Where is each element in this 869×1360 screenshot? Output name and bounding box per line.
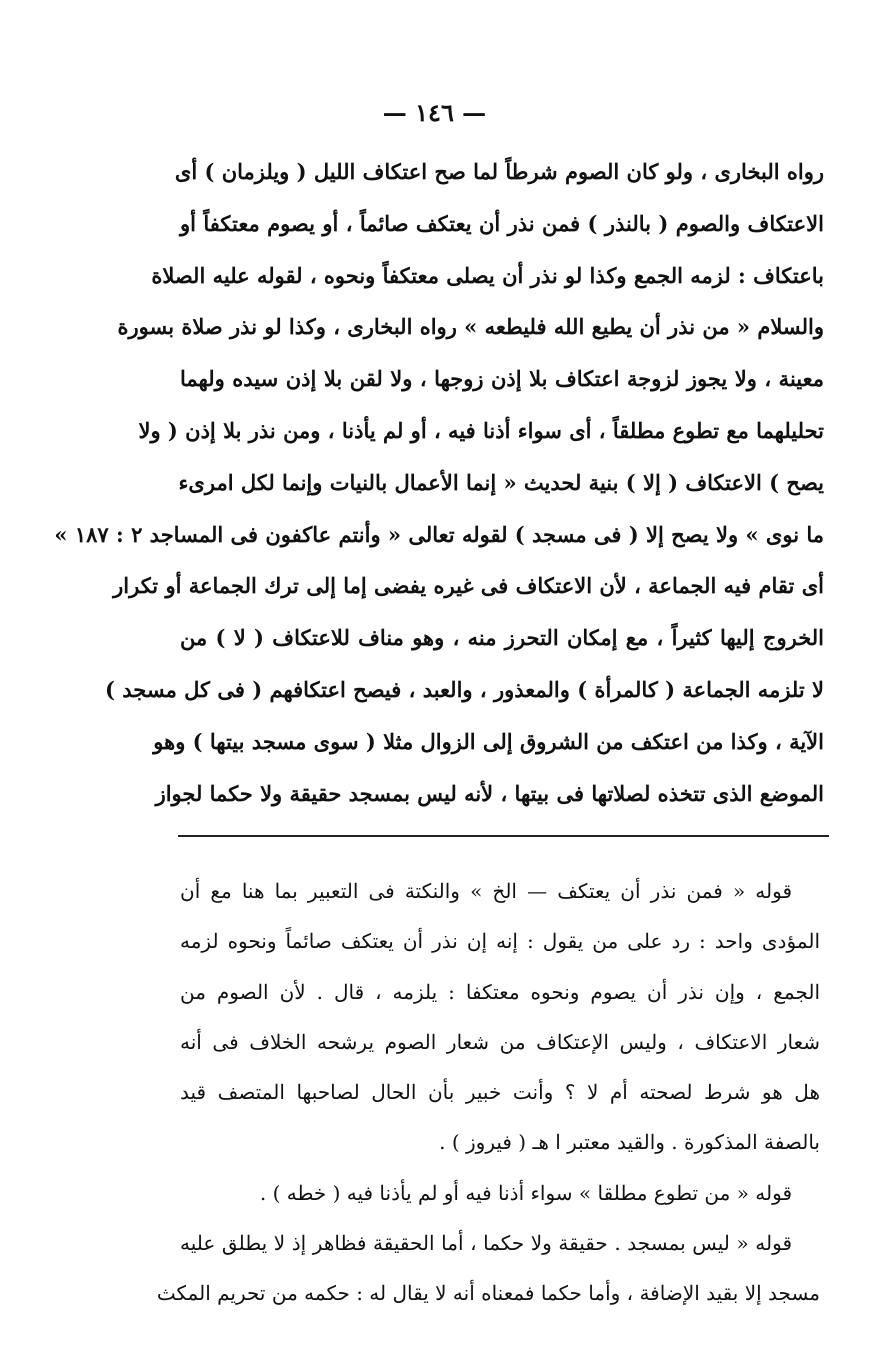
main-text-line: رواه البخارى ، ولو كان الصوم شرطاً لما صح اعتكاف الليل ( ويلزمان ) أى [174,159,824,184]
main-text-line: ما نوى » ولا يصح إلا ( فى مسجد ) لقوله تعالى « وأنتم عاكفون فى المساجد ٢ : ١٨٧ » [54,521,824,547]
footnote-line: مسجد إلا بقيد الإضافة ، وأما حكما فمعناه أنه لا يقال له : حكمه من تحريم المكث [156,1281,820,1306]
main-text-line: أى تقام فيه الجماعة ، لأن الاعتكاف فى غيره يفضى إما إلى ترك الجماعة أو تكرار [113,573,824,599]
page-number: — ١٤٦ — [382,98,487,127]
footnote-line: قوله « فمن نذر أن يعتكف — الخ » والنكتة فى التعبير بما هنا مع أن [180,879,792,903]
main-text-line: يصح ) الاعتكاف ( إلا ) بنية لحديث « إنما الأعمال بالنيات وإنما لكل امرىء [178,469,824,495]
footnote-line: شعار الاعتكاف ، وليس الإعتكاف من شعار الصوم يرشحه الخلاف فى أنه [180,1029,820,1054]
main-text-line: تحليلهما مع تطوع مطلقاً ، أى سواء أذنا فيه ، أو لم يأذنا ، ومن نذر بلا إذن ( ولا [138,417,824,443]
footnote-line: قوله « ليس بمسجد . حقيقة ولا حكما ، أما الحقيقة فظاهر إذ لا يطلق عليه [180,1231,792,1256]
main-text [54,146,824,819]
main-text-line: الاعتكاف والصوم ( بالنذر ) فمن نذر أن يعتكف صائماً ، أو يصوم معتكفاً أو [180,210,824,236]
main-text-line: معينة ، ولا يجوز لزوجة اعتكاف بلا إذن زوجها ، ولا لقن بلا إذن سيده ولهما [180,366,824,392]
footnote-line: هل هو شرط لصحته أم لا ؟ وأنت خبير بأن الحال لصاحبها المتصف قيد [180,1080,820,1105]
main-text-line: لا تلزمه الجماعة ( كالمرأة ) والمعذور ، والعبد ، فيصح اعتكافهم ( فى كل مسجد ) [105,676,824,702]
main-text-line: الآية ، وكذا من اعتكف من الشروق إلى الزوال مثلا ( سوى مسجد بيتها ) وهو [153,728,824,754]
footnote-divider [178,835,829,837]
main-text-line: باعتكاف : لزمه الجمع وكذا لو نذر أن يصلى معتكفاً ونحوه ، لقوله عليه الصلاة [151,262,824,288]
main-text-line: والسلام « من نذر أن يطيع الله فليطعه » رواه البخارى ، وكذا لو نذر صلاة بسورة [117,314,824,340]
footnote-line: قوله « من تطوع مطلقا » سواء أذنا فيه أو لم يأذنا فيه ( خطه ) . [259,1180,792,1205]
footnotes [156,866,820,1319]
main-text-line: الموضع الذى تتخذه لصلاتها فى بيتها ، لأنه ليس بمسجد حقيقة ولا حكما لجواز [155,780,824,806]
footnote-line: الجمع ، وإن نذر أن يصوم ونحوه معتكفا : يلزمه ، قال . لأن الصوم من [180,979,820,1004]
footnote-line: المؤدى واحد : رد على من يقول : إنه إن نذر أن يعتكف صائماً ونحوه لزمه [180,929,820,954]
main-text-line: الخروج إليها كثيراً ، مع إمكان التحرز منه ، وهو مناف للاعتكاف ( لا ) من [180,625,824,651]
footnote-line: بالصفة المذكورة . والقيد معتبر ا هـ ( فيروز ) . [439,1130,820,1155]
